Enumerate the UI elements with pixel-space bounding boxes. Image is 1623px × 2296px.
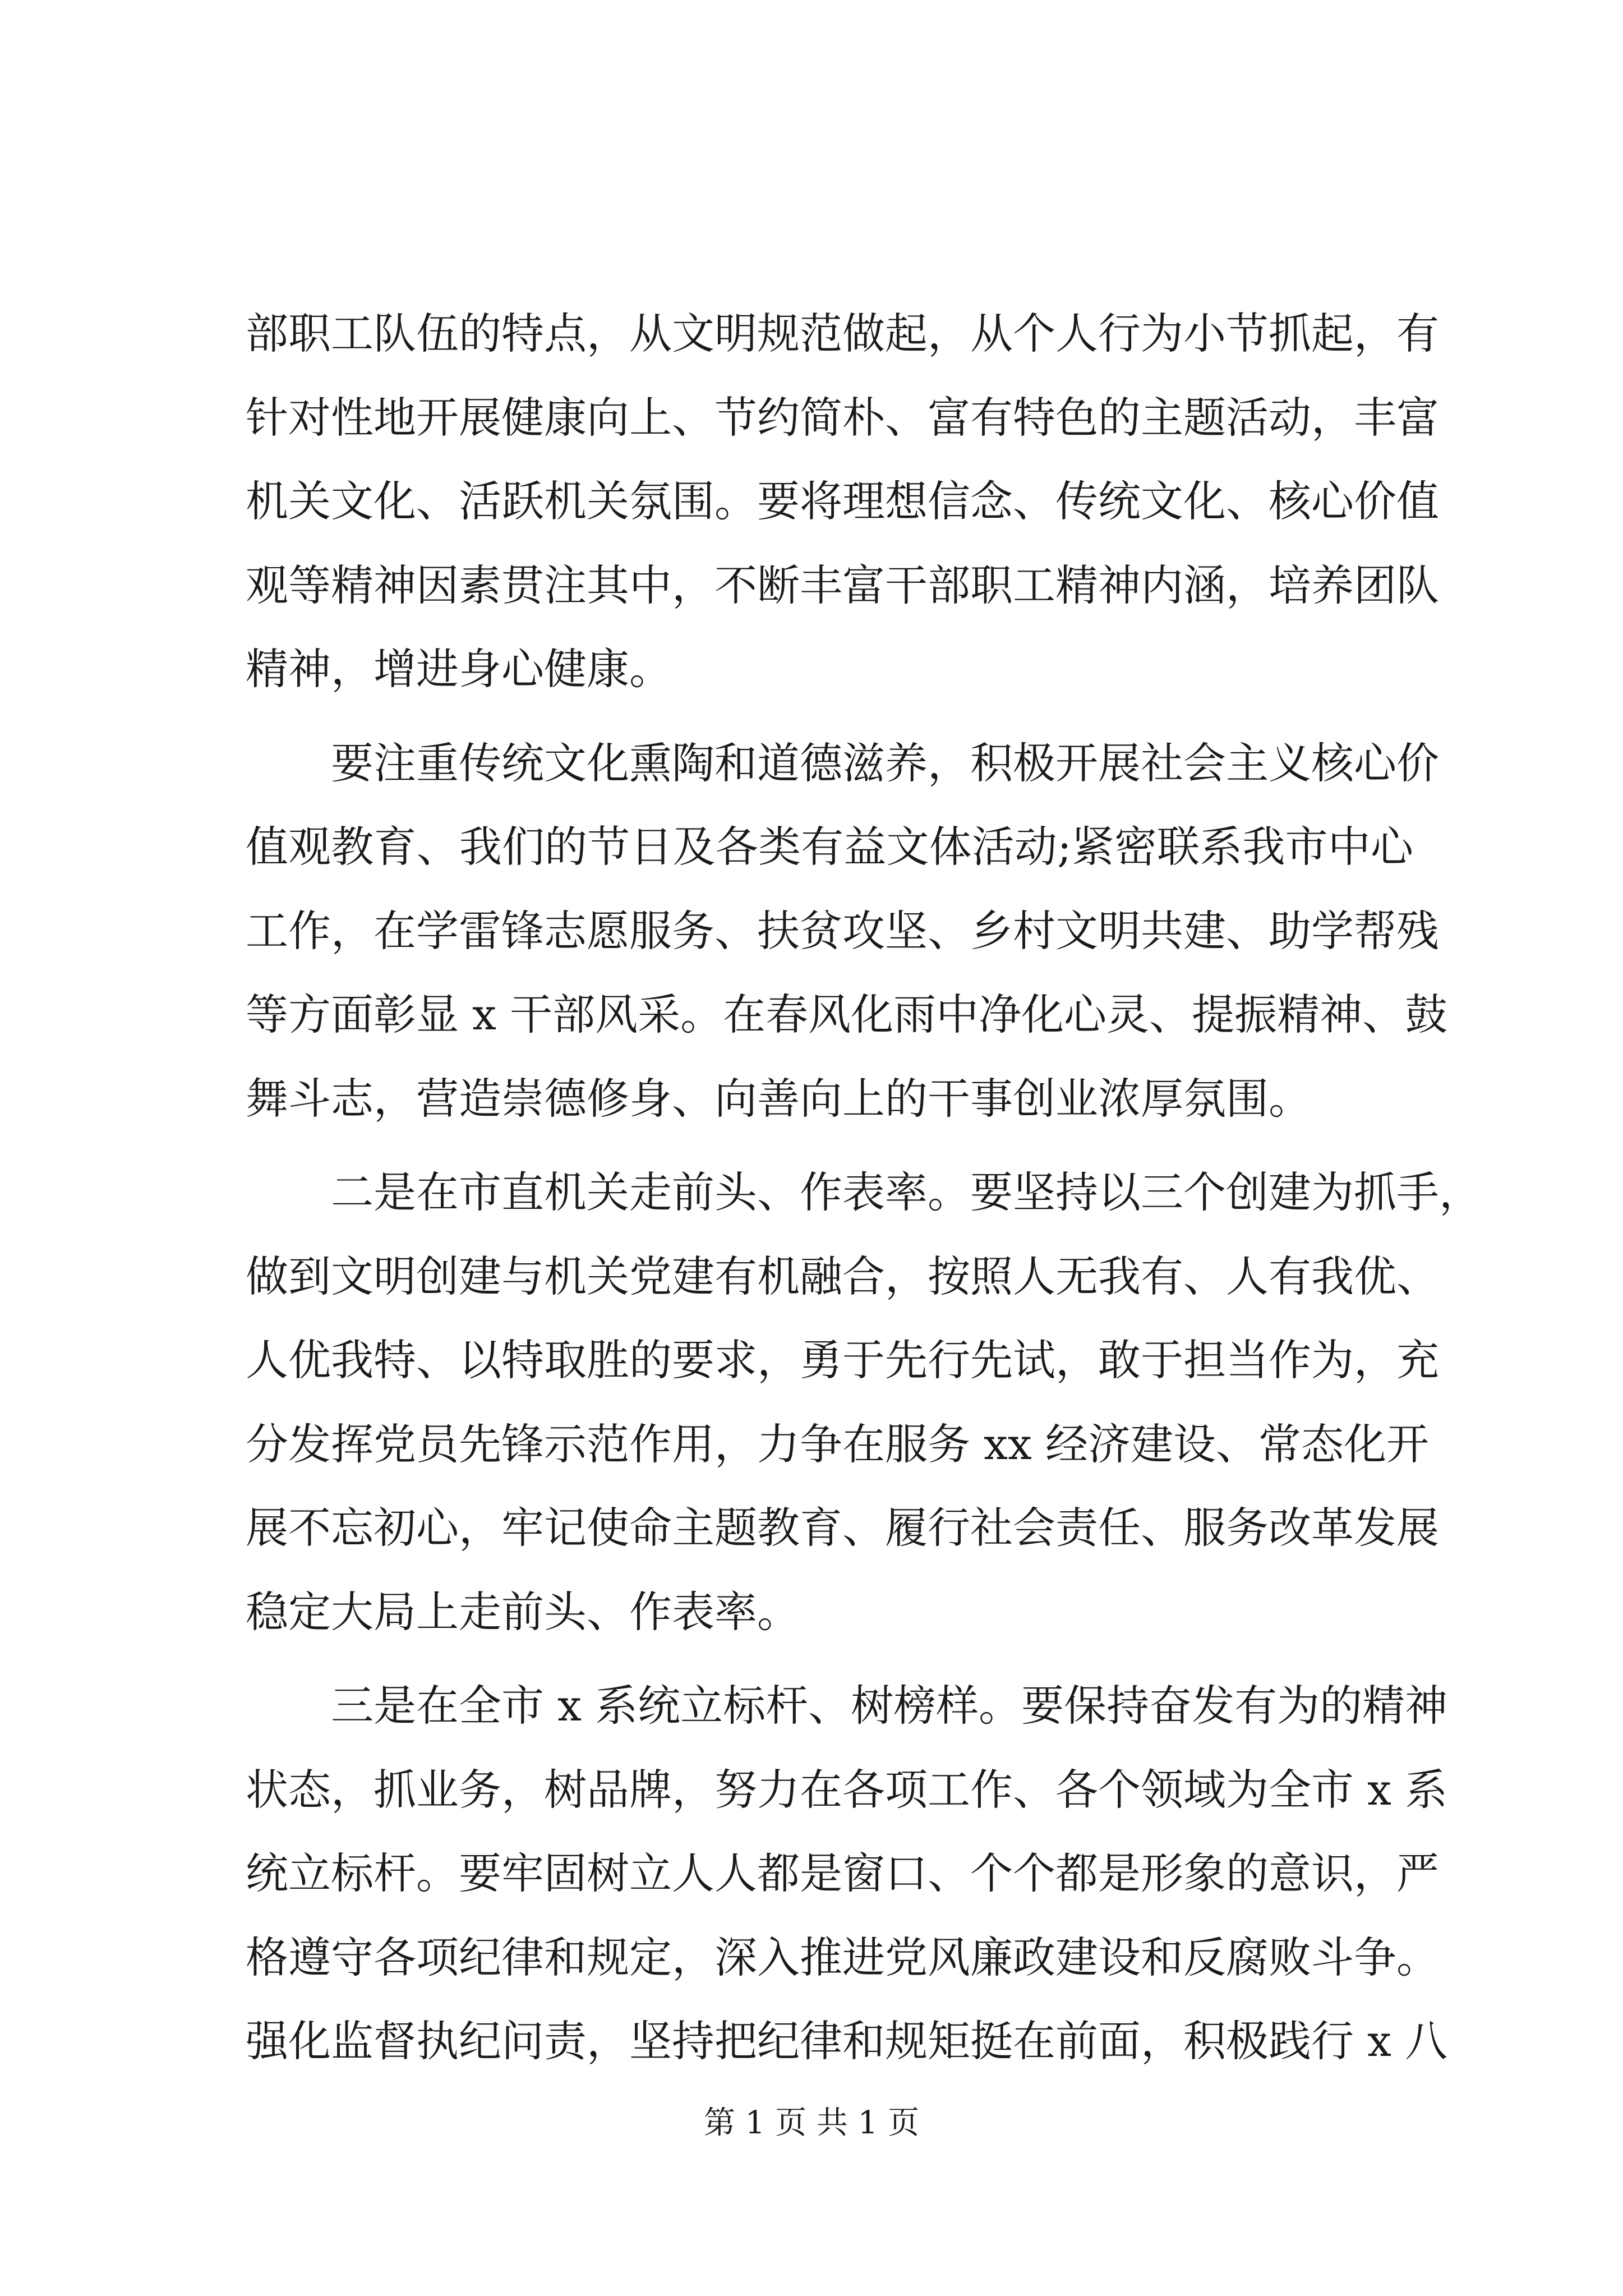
- paragraph-3: [246, 1151, 1482, 1654]
- text-line: 二是在市直机关走前头、作表率。要坚持以三个创建为抓手，: [331, 1167, 1482, 1217]
- text-line: 工作，在学雷锋志愿服务、扶贫攻坚、乡村文明共建、助学帮残: [246, 905, 1439, 956]
- text-line: 统立标杆。要牢固树立人人都是窗口、个个都是形象的意识，严: [246, 1848, 1439, 1898]
- page-footer: 第 1 页 共 1 页: [703, 2105, 920, 2141]
- text-line: 要注重传统文化熏陶和道德滋养，积极开展社会主义核心价: [331, 738, 1439, 788]
- text-line: 展不忘初心，牢记使命主题教育、履行社会责任、服务改革发展: [246, 1503, 1439, 1553]
- text-line: 机关文化、活跃机关氛围。要将理想信念、传统文化、核心价值: [246, 476, 1439, 526]
- text-line: 格遵守各项纪律和规定，深入推进党风廉政建设和反腐败斗争。: [246, 1932, 1439, 1982]
- document-body: [246, 292, 1482, 2083]
- text-line: 人优我特、以特取胜的要求，勇于先行先试，敢于担当作为，充: [246, 1335, 1439, 1385]
- text-line: 观等精神因素贯注其中，不断丰富干部职工精神内涵，培养团队: [246, 560, 1439, 610]
- text-line: 值观教育、我们的节日及各类有益文体活动;紧密联系我市中心: [246, 822, 1413, 872]
- text-line: 三是在全市 x 系统立标杆、树榜样。要保持奋发有为的精神: [331, 1681, 1448, 1731]
- paragraph-gap: [246, 1140, 1413, 1151]
- paragraph-gap: [246, 711, 1413, 721]
- text-line: 做到文明创建与机关党建有机融合，按照人无我有、人有我优、: [246, 1251, 1439, 1301]
- paragraph-4: [246, 1664, 1448, 2083]
- text-line: 精神，增进身心健康。: [246, 644, 672, 694]
- text-line: 分发挥党员先锋示范作用，力争在服务 xx 经济建设、常态化开: [246, 1419, 1430, 1469]
- paragraph-1: [246, 292, 1439, 711]
- text-line: 等方面彰显 x 干部风采。在春风化雨中净化心灵、提振精神、鼓: [246, 990, 1448, 1039]
- text-line: 舞斗志，营造崇德修身、向善向上的干事创业浓厚氛围。: [246, 1073, 1311, 1124]
- text-line: 状态，抓业务，树品牌，努力在各项工作、各个领域为全市 x 系: [246, 1764, 1448, 1815]
- paragraph-gap: [246, 1654, 1413, 1664]
- text-line: 部职工队伍的特点，从文明规范做起，从个人行为小节抓起，有: [246, 309, 1439, 358]
- text-line: 针对性地开展健康向上、节约简朴、富有特色的主题活动，丰富: [246, 392, 1439, 443]
- paragraph-2: [246, 721, 1448, 1141]
- text-line: 稳定大局上走前头、作表率。: [246, 1586, 800, 1637]
- text-line: 强化监督执纪问责，坚持把纪律和规矩挺在前面，积极践行 x 八: [246, 2016, 1448, 2066]
